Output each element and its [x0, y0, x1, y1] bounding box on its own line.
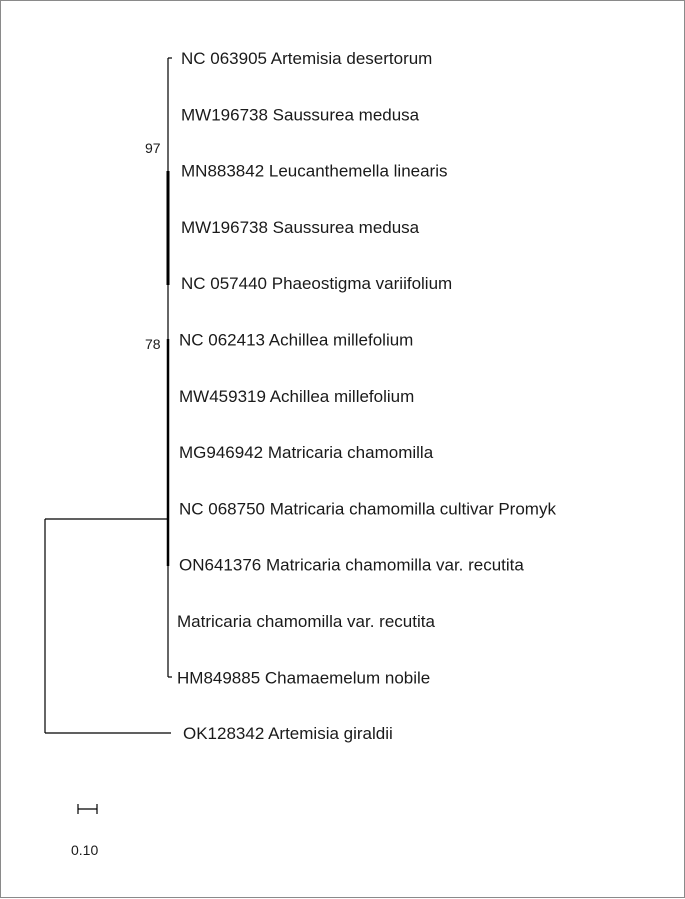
taxon-label-2: MW196738 Saussurea medusa [181, 105, 420, 125]
taxon-label-12: HM849885 Chamaemelum nobile [177, 668, 431, 688]
taxon-label-6: NC 062413 Achillea millefolium [179, 330, 414, 350]
taxon-label-4: MW196738 Saussurea medusa [181, 217, 420, 237]
phylogenetic-tree [1, 1, 685, 899]
outgroup-label: OK128342 Artemisia giraldii [183, 724, 393, 743]
taxon-label-5: NC 057440 Phaeostigma variifolium [181, 274, 453, 294]
scale-bar [71, 804, 98, 858]
scale-bar-label: 0.10 [71, 842, 99, 858]
bootstrap-inner-clade: 97 [145, 140, 161, 156]
taxon-label-9: NC 068750 Matricaria chamomilla cultivar Promyk [179, 499, 556, 519]
taxon-label-10: ON641376 Matricaria chamomilla var. recutita [179, 555, 524, 575]
taxon-label-1: NC 063905 Artemisia desertorum [181, 49, 433, 68]
taxon-label-11: Matricaria chamomilla var. recutita [177, 612, 435, 631]
taxon-labels [177, 49, 556, 687]
taxon-label-8: MG946942 Matricaria chamomilla [179, 443, 434, 463]
tree-branches [45, 58, 172, 733]
bootstrap-main-clade: 78 [145, 336, 161, 352]
taxon-label-7: MW459319 Achillea millefolium [179, 386, 415, 406]
taxon-label-3: MN883842 Leucanthemella linearis [181, 161, 448, 181]
